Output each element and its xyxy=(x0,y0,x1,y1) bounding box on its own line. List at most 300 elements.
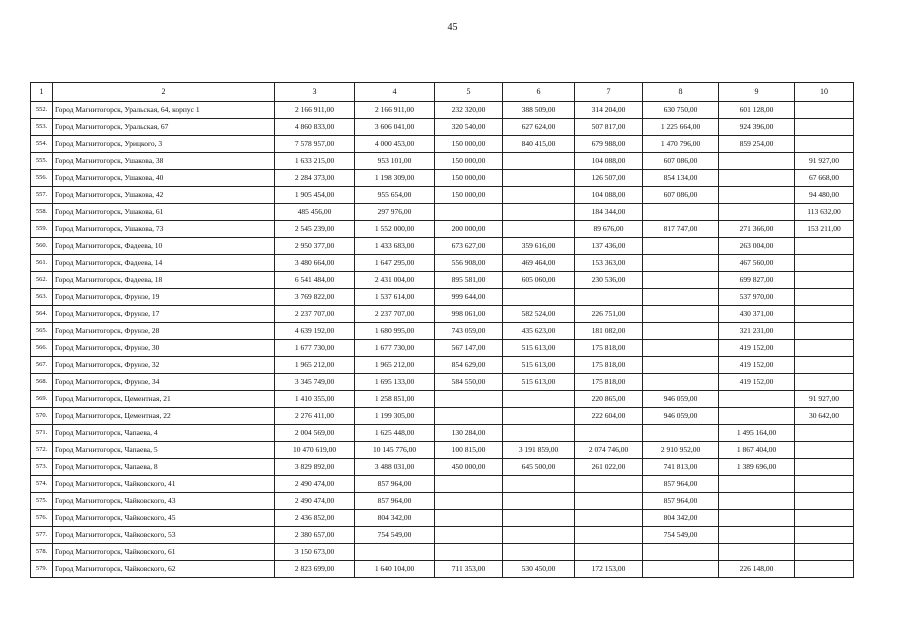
amount-cell-col-10 xyxy=(795,510,854,527)
amount-cell-col-8: 946 059,00 xyxy=(643,408,719,425)
amount-cell-col-10 xyxy=(795,102,854,119)
amount-cell-col-4: 953 101,00 xyxy=(355,153,435,170)
amount-cell-col-6: 359 616,00 xyxy=(503,238,575,255)
amount-cell-col-3: 1 410 355,00 xyxy=(275,391,355,408)
amount-cell-col-5: 232 320,00 xyxy=(435,102,503,119)
amount-cell-col-8: 857 964,00 xyxy=(643,493,719,510)
amount-cell-col-9 xyxy=(719,493,795,510)
amount-cell-col-5: 150 000,00 xyxy=(435,153,503,170)
amount-cell-col-3: 2 950 377,00 xyxy=(275,238,355,255)
amount-cell-col-3: 2 380 657,00 xyxy=(275,527,355,544)
amount-cell-col-6 xyxy=(503,289,575,306)
amount-cell-col-7: 230 536,00 xyxy=(575,272,643,289)
row-number-cell: 557. xyxy=(31,187,53,204)
table-body xyxy=(31,102,854,578)
amount-cell-col-7: 89 676,00 xyxy=(575,221,643,238)
amount-cell-col-7 xyxy=(575,493,643,510)
row-number-cell: 568. xyxy=(31,374,53,391)
amount-cell-col-10 xyxy=(795,357,854,374)
amount-cell-col-6 xyxy=(503,510,575,527)
amount-cell-col-5: 150 000,00 xyxy=(435,187,503,204)
row-number-cell: 566. xyxy=(31,340,53,357)
column-header-1: 1 xyxy=(31,83,53,102)
amount-cell-col-5: 743 059,00 xyxy=(435,323,503,340)
amount-cell-col-10 xyxy=(795,323,854,340)
amount-cell-col-5 xyxy=(435,408,503,425)
table-row xyxy=(31,221,854,238)
address-cell: Город Магнитогорск, Чайковского, 53 xyxy=(53,527,275,544)
column-header-3: 3 xyxy=(275,83,355,102)
row-number-cell: 579. xyxy=(31,561,53,578)
address-cell: Город Магнитогорск, Ушакова, 38 xyxy=(53,153,275,170)
amount-cell-col-8 xyxy=(643,238,719,255)
row-number-cell: 567. xyxy=(31,357,53,374)
amount-cell-col-3: 2 545 239,00 xyxy=(275,221,355,238)
row-number-cell: 555. xyxy=(31,153,53,170)
amount-cell-col-9: 226 148,00 xyxy=(719,561,795,578)
amount-cell-col-7: 175 818,00 xyxy=(575,374,643,391)
table-header-row xyxy=(31,83,854,102)
column-header-7: 7 xyxy=(575,83,643,102)
amount-cell-col-6: 3 191 859,00 xyxy=(503,442,575,459)
amount-cell-col-4: 10 145 776,00 xyxy=(355,442,435,459)
amount-cell-col-6: 388 509,00 xyxy=(503,102,575,119)
amount-cell-col-8 xyxy=(643,255,719,272)
amount-cell-col-3: 485 456,00 xyxy=(275,204,355,221)
amount-cell-col-7: 679 988,00 xyxy=(575,136,643,153)
amount-cell-col-10 xyxy=(795,544,854,561)
row-number-cell: 558. xyxy=(31,204,53,221)
amount-cell-col-9: 1 495 164,00 xyxy=(719,425,795,442)
amount-cell-col-4: 955 654,00 xyxy=(355,187,435,204)
amount-cell-col-6: 469 464,00 xyxy=(503,255,575,272)
amount-cell-col-3: 1 965 212,00 xyxy=(275,357,355,374)
amount-cell-col-3: 6 541 484,00 xyxy=(275,272,355,289)
amount-cell-col-8 xyxy=(643,340,719,357)
row-number-cell: 556. xyxy=(31,170,53,187)
amount-cell-col-10 xyxy=(795,476,854,493)
row-number-cell: 562. xyxy=(31,272,53,289)
row-number-cell: 561. xyxy=(31,255,53,272)
address-cell: Город Магнитогорск, Чайковского, 45 xyxy=(53,510,275,527)
amount-cell-col-10 xyxy=(795,374,854,391)
amount-cell-col-8 xyxy=(643,204,719,221)
amount-cell-col-6 xyxy=(503,476,575,493)
amount-cell-col-10 xyxy=(795,136,854,153)
amount-cell-col-10: 94 480,00 xyxy=(795,187,854,204)
amount-cell-col-4: 1 625 448,00 xyxy=(355,425,435,442)
amount-cell-col-5: 584 550,00 xyxy=(435,374,503,391)
amount-cell-col-4: 1 695 133,00 xyxy=(355,374,435,391)
amount-cell-col-5 xyxy=(435,544,503,561)
amount-cell-col-9: 859 254,00 xyxy=(719,136,795,153)
amount-cell-col-3: 2 166 911,00 xyxy=(275,102,355,119)
amount-cell-col-4: 297 976,00 xyxy=(355,204,435,221)
amount-cell-col-8: 1 225 664,00 xyxy=(643,119,719,136)
amount-cell-col-6 xyxy=(503,408,575,425)
amount-cell-col-4: 1 680 995,00 xyxy=(355,323,435,340)
amount-cell-col-5: 450 000,00 xyxy=(435,459,503,476)
amount-cell-col-5 xyxy=(435,527,503,544)
address-cell: Город Магнитогорск, Чапаева, 5 xyxy=(53,442,275,459)
amount-cell-col-9: 419 152,00 xyxy=(719,357,795,374)
amount-cell-col-3: 2 490 474,00 xyxy=(275,476,355,493)
amount-cell-col-5: 999 644,00 xyxy=(435,289,503,306)
amount-cell-col-4: 1 640 104,00 xyxy=(355,561,435,578)
amount-cell-col-9: 321 231,00 xyxy=(719,323,795,340)
amount-cell-col-5 xyxy=(435,510,503,527)
amount-cell-col-9 xyxy=(719,170,795,187)
row-number-cell: 578. xyxy=(31,544,53,561)
amount-cell-col-7: 226 751,00 xyxy=(575,306,643,323)
row-number-cell: 564. xyxy=(31,306,53,323)
address-cell: Город Магнитогорск, Фадеева, 10 xyxy=(53,238,275,255)
table-row xyxy=(31,374,854,391)
amount-cell-col-4: 3 488 031,00 xyxy=(355,459,435,476)
address-cell: Город Магнитогорск, Ушакова, 42 xyxy=(53,187,275,204)
amount-cell-col-5: 130 284,00 xyxy=(435,425,503,442)
amount-cell-col-6: 840 415,00 xyxy=(503,136,575,153)
column-header-5: 5 xyxy=(435,83,503,102)
row-number-cell: 565. xyxy=(31,323,53,340)
amount-cell-col-6: 530 450,00 xyxy=(503,561,575,578)
amount-cell-col-10: 153 211,00 xyxy=(795,221,854,238)
row-number-cell: 569. xyxy=(31,391,53,408)
table-row xyxy=(31,102,854,119)
amount-cell-col-3: 10 470 619,00 xyxy=(275,442,355,459)
amount-cell-col-7: 126 507,00 xyxy=(575,170,643,187)
amount-cell-col-7: 153 363,00 xyxy=(575,255,643,272)
amount-cell-col-4: 1 552 000,00 xyxy=(355,221,435,238)
address-cell: Город Магнитогорск, Фрунзе, 32 xyxy=(53,357,275,374)
amount-cell-col-4: 4 000 453,00 xyxy=(355,136,435,153)
amount-cell-col-6: 582 524,00 xyxy=(503,306,575,323)
address-cell: Город Магнитогорск, Урицкого, 3 xyxy=(53,136,275,153)
amount-cell-col-4: 1 198 309,00 xyxy=(355,170,435,187)
amount-cell-col-8: 946 059,00 xyxy=(643,391,719,408)
row-number-cell: 576. xyxy=(31,510,53,527)
amount-cell-col-10 xyxy=(795,561,854,578)
address-cell: Город Магнитогорск, Чайковского, 43 xyxy=(53,493,275,510)
amount-cell-col-9 xyxy=(719,510,795,527)
amount-cell-col-7: 261 022,00 xyxy=(575,459,643,476)
table-row xyxy=(31,272,854,289)
address-cell: Город Магнитогорск, Фрунзе, 17 xyxy=(53,306,275,323)
amount-cell-col-7: 181 082,00 xyxy=(575,323,643,340)
amount-cell-col-8: 804 342,00 xyxy=(643,510,719,527)
address-cell: Город Магнитогорск, Фрунзе, 30 xyxy=(53,340,275,357)
amount-cell-col-9: 419 152,00 xyxy=(719,340,795,357)
amount-cell-col-7: 507 817,00 xyxy=(575,119,643,136)
amount-cell-col-3: 2 823 699,00 xyxy=(275,561,355,578)
amount-cell-col-8: 754 549,00 xyxy=(643,527,719,544)
amount-cell-col-8 xyxy=(643,561,719,578)
table-row xyxy=(31,391,854,408)
address-cell: Город Магнитогорск, Уральская, 64, корпус 1 xyxy=(53,102,275,119)
address-cell: Город Магнитогорск, Фрунзе, 19 xyxy=(53,289,275,306)
amount-cell-col-10: 113 632,00 xyxy=(795,204,854,221)
amount-cell-col-8 xyxy=(643,323,719,340)
address-cell: Город Магнитогорск, Фадеева, 14 xyxy=(53,255,275,272)
amount-cell-col-6 xyxy=(503,391,575,408)
column-header-9: 9 xyxy=(719,83,795,102)
amount-cell-col-9: 1 867 404,00 xyxy=(719,442,795,459)
amount-cell-col-6 xyxy=(503,493,575,510)
amount-cell-col-7 xyxy=(575,527,643,544)
amount-cell-col-10 xyxy=(795,119,854,136)
table-row xyxy=(31,187,854,204)
table-row xyxy=(31,119,854,136)
address-cell: Город Магнитогорск, Чапаева, 4 xyxy=(53,425,275,442)
row-number-cell: 563. xyxy=(31,289,53,306)
amount-cell-col-4 xyxy=(355,544,435,561)
address-cell: Город Магнитогорск, Чайковского, 62 xyxy=(53,561,275,578)
amount-cell-col-3: 2 276 411,00 xyxy=(275,408,355,425)
table-row xyxy=(31,510,854,527)
amount-cell-col-6: 605 060,00 xyxy=(503,272,575,289)
amount-cell-col-5: 998 061,00 xyxy=(435,306,503,323)
amount-cell-col-3: 1 677 730,00 xyxy=(275,340,355,357)
amount-cell-col-7 xyxy=(575,425,643,442)
amount-cell-col-9: 1 389 696,00 xyxy=(719,459,795,476)
amount-cell-col-8 xyxy=(643,374,719,391)
table-row xyxy=(31,340,854,357)
amount-cell-col-7: 175 818,00 xyxy=(575,340,643,357)
amount-cell-col-8 xyxy=(643,306,719,323)
amount-cell-col-10 xyxy=(795,238,854,255)
amount-cell-col-5: 567 147,00 xyxy=(435,340,503,357)
amount-cell-col-6: 515 613,00 xyxy=(503,340,575,357)
amount-cell-col-6 xyxy=(503,527,575,544)
amount-cell-col-3: 2 237 707,00 xyxy=(275,306,355,323)
amount-cell-col-3: 3 480 664,00 xyxy=(275,255,355,272)
amount-cell-col-3: 1 905 454,00 xyxy=(275,187,355,204)
amount-cell-col-5: 711 353,00 xyxy=(435,561,503,578)
amount-cell-col-9 xyxy=(719,153,795,170)
amount-cell-col-7: 2 074 746,00 xyxy=(575,442,643,459)
row-number-cell: 560. xyxy=(31,238,53,255)
amount-cell-col-9 xyxy=(719,187,795,204)
amount-cell-col-7 xyxy=(575,289,643,306)
amount-cell-col-7 xyxy=(575,544,643,561)
address-cell: Город Магнитогорск, Цементная, 21 xyxy=(53,391,275,408)
address-cell: Город Магнитогорск, Ушакова, 73 xyxy=(53,221,275,238)
amount-cell-col-6 xyxy=(503,170,575,187)
amount-cell-col-6 xyxy=(503,544,575,561)
amount-cell-col-7: 104 088,00 xyxy=(575,187,643,204)
address-cell: Город Магнитогорск, Фрунзе, 34 xyxy=(53,374,275,391)
amount-cell-col-4: 1 647 295,00 xyxy=(355,255,435,272)
amount-cell-col-10: 67 668,00 xyxy=(795,170,854,187)
amount-cell-col-8: 607 086,00 xyxy=(643,187,719,204)
table-row xyxy=(31,442,854,459)
amount-cell-col-8: 607 086,00 xyxy=(643,153,719,170)
table-row xyxy=(31,425,854,442)
amount-cell-col-10: 91 927,00 xyxy=(795,391,854,408)
amount-cell-col-6 xyxy=(503,425,575,442)
table-row xyxy=(31,289,854,306)
amount-cell-col-8 xyxy=(643,544,719,561)
amount-cell-col-7: 222 604,00 xyxy=(575,408,643,425)
address-cell: Город Магнитогорск, Чайковского, 41 xyxy=(53,476,275,493)
amount-cell-col-10 xyxy=(795,527,854,544)
amount-cell-col-9 xyxy=(719,408,795,425)
table-row xyxy=(31,493,854,510)
amount-cell-col-9: 430 371,00 xyxy=(719,306,795,323)
amount-cell-col-5 xyxy=(435,493,503,510)
amount-cell-col-9: 699 827,00 xyxy=(719,272,795,289)
amount-cell-col-6 xyxy=(503,204,575,221)
amount-cell-col-4: 1 677 730,00 xyxy=(355,340,435,357)
amount-cell-col-3: 4 639 192,00 xyxy=(275,323,355,340)
amount-cell-col-4: 2 166 911,00 xyxy=(355,102,435,119)
page-number: 45 xyxy=(447,22,458,33)
amount-cell-col-4: 1 199 305,00 xyxy=(355,408,435,425)
address-cell: Город Магнитогорск, Чайковского, 61 xyxy=(53,544,275,561)
table-row xyxy=(31,306,854,323)
amount-cell-col-5: 320 540,00 xyxy=(435,119,503,136)
amount-cell-col-7 xyxy=(575,476,643,493)
amount-cell-col-8 xyxy=(643,272,719,289)
amount-cell-col-7 xyxy=(575,510,643,527)
row-number-cell: 574. xyxy=(31,476,53,493)
amount-cell-col-6: 627 624,00 xyxy=(503,119,575,136)
row-number-cell: 577. xyxy=(31,527,53,544)
amount-cell-col-8: 2 910 952,00 xyxy=(643,442,719,459)
amount-cell-col-10 xyxy=(795,255,854,272)
column-header-10: 10 xyxy=(795,83,854,102)
amount-cell-col-8 xyxy=(643,425,719,442)
amount-cell-col-5: 854 629,00 xyxy=(435,357,503,374)
amount-cell-col-7: 175 818,00 xyxy=(575,357,643,374)
amount-cell-col-3: 3 150 673,00 xyxy=(275,544,355,561)
table-row xyxy=(31,323,854,340)
amount-cell-col-8: 854 134,00 xyxy=(643,170,719,187)
amount-cell-col-8: 741 813,00 xyxy=(643,459,719,476)
amount-cell-col-5: 673 627,00 xyxy=(435,238,503,255)
address-cell: Город Магнитогорск, Ушакова, 40 xyxy=(53,170,275,187)
amount-cell-col-10 xyxy=(795,442,854,459)
amount-cell-col-9: 263 004,00 xyxy=(719,238,795,255)
amount-cell-col-8 xyxy=(643,357,719,374)
amount-cell-col-3: 2 490 474,00 xyxy=(275,493,355,510)
amount-cell-col-9 xyxy=(719,204,795,221)
amount-cell-col-4: 857 964,00 xyxy=(355,493,435,510)
row-number-cell: 573. xyxy=(31,459,53,476)
amount-cell-col-9: 601 128,00 xyxy=(719,102,795,119)
row-number-cell: 572. xyxy=(31,442,53,459)
amount-cell-col-3: 3 345 749,00 xyxy=(275,374,355,391)
amount-cell-col-9 xyxy=(719,527,795,544)
amount-cell-col-9 xyxy=(719,476,795,493)
amount-cell-col-5: 150 000,00 xyxy=(435,136,503,153)
amount-cell-col-8: 1 470 796,00 xyxy=(643,136,719,153)
amount-cell-col-5 xyxy=(435,391,503,408)
row-number-cell: 559. xyxy=(31,221,53,238)
amount-cell-col-4: 857 964,00 xyxy=(355,476,435,493)
amount-cell-col-7: 137 436,00 xyxy=(575,238,643,255)
table-row xyxy=(31,527,854,544)
row-number-cell: 554. xyxy=(31,136,53,153)
address-cell: Город Магнитогорск, Фадеева, 18 xyxy=(53,272,275,289)
amount-cell-col-5: 895 581,00 xyxy=(435,272,503,289)
amount-cell-col-5: 100 815,00 xyxy=(435,442,503,459)
row-number-cell: 571. xyxy=(31,425,53,442)
amount-cell-col-6: 515 613,00 xyxy=(503,357,575,374)
amount-cell-col-6 xyxy=(503,221,575,238)
amount-cell-col-6 xyxy=(503,153,575,170)
amount-cell-col-3: 7 578 957,00 xyxy=(275,136,355,153)
table-row xyxy=(31,476,854,493)
table-row xyxy=(31,544,854,561)
address-cell: Город Магнитогорск, Ушакова, 61 xyxy=(53,204,275,221)
amount-cell-col-4: 2 237 707,00 xyxy=(355,306,435,323)
amount-cell-col-4: 3 606 041,00 xyxy=(355,119,435,136)
amount-cell-col-6: 435 623,00 xyxy=(503,323,575,340)
amount-cell-col-3: 4 860 833,00 xyxy=(275,119,355,136)
table-row xyxy=(31,459,854,476)
amount-cell-col-6 xyxy=(503,187,575,204)
address-cell: Город Магнитогорск, Уральская, 67 xyxy=(53,119,275,136)
amount-cell-col-3: 3 829 892,00 xyxy=(275,459,355,476)
amount-cell-col-10 xyxy=(795,289,854,306)
amount-cell-col-3: 2 284 373,00 xyxy=(275,170,355,187)
amount-cell-col-9: 271 366,00 xyxy=(719,221,795,238)
amount-cell-col-5 xyxy=(435,204,503,221)
amount-cell-col-9 xyxy=(719,544,795,561)
amount-cell-col-4: 2 431 004,00 xyxy=(355,272,435,289)
amount-cell-col-10 xyxy=(795,425,854,442)
amount-cell-col-3: 2 436 852,00 xyxy=(275,510,355,527)
amount-cell-col-5 xyxy=(435,476,503,493)
amount-cell-col-4: 754 549,00 xyxy=(355,527,435,544)
column-header-2: 2 xyxy=(53,83,275,102)
amount-cell-col-8 xyxy=(643,289,719,306)
amount-cell-col-6: 645 500,00 xyxy=(503,459,575,476)
amount-cell-col-9: 419 152,00 xyxy=(719,374,795,391)
amount-cell-col-8: 630 750,00 xyxy=(643,102,719,119)
table-row xyxy=(31,357,854,374)
amount-cell-col-10: 91 927,00 xyxy=(795,153,854,170)
row-number-cell: 570. xyxy=(31,408,53,425)
table-row xyxy=(31,561,854,578)
amount-cell-col-4: 1 965 212,00 xyxy=(355,357,435,374)
amount-cell-col-5: 200 000,00 xyxy=(435,221,503,238)
amount-cell-col-7: 184 344,00 xyxy=(575,204,643,221)
amount-cell-col-9 xyxy=(719,391,795,408)
table-row xyxy=(31,204,854,221)
amount-cell-col-10 xyxy=(795,306,854,323)
amount-cell-col-10 xyxy=(795,340,854,357)
amount-cell-col-8: 817 747,00 xyxy=(643,221,719,238)
amount-cell-col-7: 314 204,00 xyxy=(575,102,643,119)
amount-cell-col-3: 2 004 569,00 xyxy=(275,425,355,442)
amount-cell-col-4: 1 433 683,00 xyxy=(355,238,435,255)
row-number-cell: 552. xyxy=(31,102,53,119)
amount-cell-col-10 xyxy=(795,493,854,510)
table-row xyxy=(31,170,854,187)
row-number-cell: 553. xyxy=(31,119,53,136)
amount-cell-col-5: 150 000,00 xyxy=(435,170,503,187)
table-row xyxy=(31,136,854,153)
address-cell: Город Магнитогорск, Чапаева, 8 xyxy=(53,459,275,476)
address-cell: Город Магнитогорск, Фрунзе, 28 xyxy=(53,323,275,340)
amount-cell-col-5: 556 908,00 xyxy=(435,255,503,272)
table-row xyxy=(31,238,854,255)
amount-cell-col-3: 1 633 215,00 xyxy=(275,153,355,170)
amount-cell-col-4: 1 258 851,00 xyxy=(355,391,435,408)
amount-cell-col-10 xyxy=(795,272,854,289)
